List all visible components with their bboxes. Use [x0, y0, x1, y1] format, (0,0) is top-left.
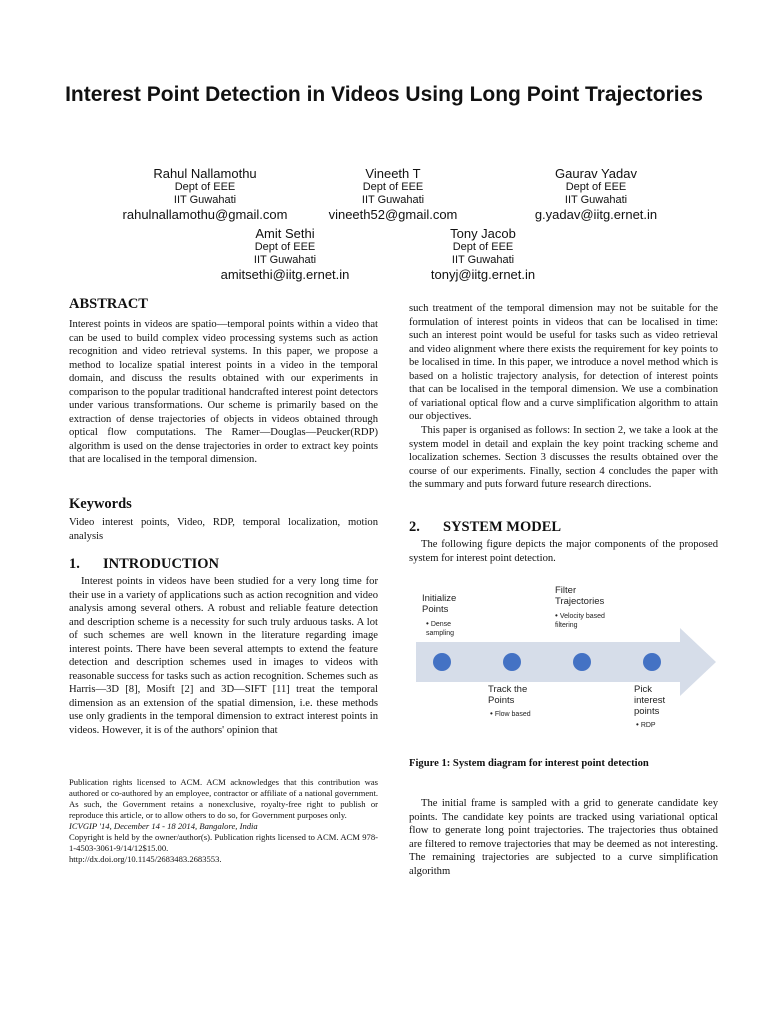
- bullet-icon: •: [490, 709, 493, 718]
- author-name: Vineeth T: [365, 166, 421, 181]
- author-email[interactable]: tonyj@iitg.ernet.in: [430, 267, 536, 282]
- author-email[interactable]: amitsethi@iitg.ernet.in: [220, 267, 350, 282]
- author-email[interactable]: rahulnallamothu@gmail.com: [122, 207, 288, 222]
- introduction-heading: [69, 555, 219, 573]
- abstract-text: Interest points in videos are spatio—temporal points within a video that can be used to build complex video processing systems such as action recognition and video retrieval systems. In this paper, we propose a method to localize spatial interest points in a video in the temporal domain, and discuss the results obtained with our experiments in comparison to the popular traditional handcrafted interest point detectors under various transformations. Our scheme is primarily based on the extraction of dense trajectories of objects in videos obtained through optical flow computations. The Ramer—Douglas—Peucker(RDP) algorithm is used on the dense trajectories in order to extract key points that are localised in the temporal dimension.: [69, 319, 378, 465]
- author-dept: Dept of EEE: [254, 241, 316, 253]
- keywords-heading: Keywords: [69, 496, 132, 512]
- abstract-heading: ABSTRACT: [69, 296, 148, 312]
- stage-node: [573, 653, 591, 671]
- author-block: [113, 166, 297, 222]
- author-block: [498, 166, 694, 222]
- section-number: 1.: [69, 556, 80, 572]
- system-model-intro: The following figure depicts the major components of the proposed system for interest point detection.: [409, 539, 718, 564]
- stage-node: [643, 653, 661, 671]
- footnote-rights: Publication rights licensed to ACM. ACM acknowledges that this contribution was authored or co-authored by an employee, contractor or affiliate of a national government. As such, the Government retains a nonexclusive, royalty-free right to publish or reproduce this article, or to allow others to do so, for Government purposes only.: [69, 777, 378, 820]
- keywords-text: Video interest points, Video, RDP, temporal localization, motion analysis: [69, 517, 378, 542]
- step-bullet-filter: • Velocity based filtering: [555, 611, 605, 629]
- author-dept: Dept of EEE: [565, 181, 627, 193]
- system-model-body: The initial frame is sampled with a grid to generate candidate key points. The candidate key points are tracked using variational optical flow to generate long point trajectories. The trajectories thus obtained are filtered to remove trajectories that may be deemed as not interesting. The remaining trajectories are subjected to a curve simplification algorithm: [409, 798, 718, 877]
- author-institution: IIT Guwahati: [564, 194, 628, 206]
- author-name: Tony Jacob: [450, 226, 516, 241]
- copyright-footnote: [69, 777, 378, 865]
- bullet-icon: •: [636, 720, 639, 729]
- section-number: 2.: [409, 519, 420, 535]
- system-diagram-figure: [408, 568, 718, 748]
- stage-node: [433, 653, 451, 671]
- author-institution: IIT Guwahati: [253, 254, 317, 266]
- section-title: SYSTEM MODEL: [443, 519, 562, 535]
- author-email[interactable]: g.yadav@iitg.ernet.in: [534, 207, 658, 222]
- step-title-filter: Filter Trajectories: [555, 585, 605, 607]
- author-block: [303, 166, 483, 222]
- author-institution: IIT Guwahati: [451, 254, 515, 266]
- author-dept: Dept of EEE: [362, 181, 424, 193]
- footnote-venue: ICVGIP '14, December 14 - 18 2014, Bangalore, India: [69, 821, 258, 831]
- author-institution: IIT Guwahati: [173, 194, 237, 206]
- bullet-icon: •: [426, 619, 429, 628]
- author-dept: Dept of EEE: [174, 181, 236, 193]
- step-title-track: Track the Points: [488, 684, 528, 706]
- step-bullet-pick: • RDP: [636, 720, 656, 729]
- author-email[interactable]: vineeth52@gmail.com: [328, 207, 458, 222]
- stage-node: [503, 653, 521, 671]
- author-name: Amit Sethi: [255, 226, 315, 241]
- paper-title: Interest Point Detection in Videos Using Long Point Trajectories: [65, 83, 703, 106]
- step-bullet-initialize: • Dense sampling: [426, 619, 455, 637]
- section-title: INTRODUCTION: [103, 556, 220, 572]
- footnote-copyright: Copyright is held by the owner/author(s). Publication rights licensed to ACM. ACM 978-1-4503-3061-9/14/12$15.00.: [69, 832, 378, 853]
- step-title-initialize: Initialize Points: [422, 593, 457, 615]
- step-bullet-track: • Flow based: [490, 709, 531, 718]
- system-model-heading: [409, 518, 561, 536]
- author-block: [210, 226, 360, 282]
- author-block: [410, 226, 556, 282]
- author-dept: Dept of EEE: [452, 241, 514, 253]
- step-title-pick: Pick interest points: [634, 684, 666, 717]
- intro-continuation: such treatment of the temporal dimension may not be suitable for the formulation of interest points in videos that can be localised in time: such an interest point would be useful for tasks such as video retrieval and video alignment where there exists the requirement for key points to be localised in time. In this paper, we introduce a novel method which is based on a holistic trajectory analysis, for detection of interest points that can be localised in the temporal dimension. We use a combination of variational optical flow and a curve simplification algorithm to attain our objectives.: [409, 303, 718, 422]
- author-institution: IIT Guwahati: [361, 194, 425, 206]
- footnote-doi[interactable]: http://dx.doi.org/10.1145/2683483.2683553.: [69, 854, 222, 864]
- author-name: Rahul Nallamothu: [153, 166, 257, 181]
- organisation-paragraph: This paper is organised as follows: In section 2, we take a look at the system model in detail and explain the key point tracking scheme and localization schemes. Section 3 discusses the results obtained over the course of our experiments. Finally, section 4 concludes the paper with the summary and puts forward future research directions.: [409, 425, 718, 490]
- bullet-icon: •: [555, 611, 558, 620]
- figure-caption: Figure 1: System diagram for interest point detection: [409, 758, 649, 769]
- introduction-text: Interest points in videos have been studied for a very long time for their use in a variety of applications such as action recognition and video analysis among several others. A robust and reliable feature detection and description scheme is a necessity for such truly arduous tasks. A lot of such schemes are well known in the literature regarding image interest points. There have been several attempts to extend the feature detection and description schemes used in images to videos with reasonable success for tasks such as action recognition. Schemes such as Harris—3D [8], Mosift [2] and 3D—SIFT [11] treat the temporal dimension as an extension of the spatial dimension, i.e. these methods use only gradients in the temporal dimension to extract interest points in videos. However, it is of the authors' opinion that: [69, 576, 378, 736]
- author-name: Gaurav Yadav: [555, 166, 637, 181]
